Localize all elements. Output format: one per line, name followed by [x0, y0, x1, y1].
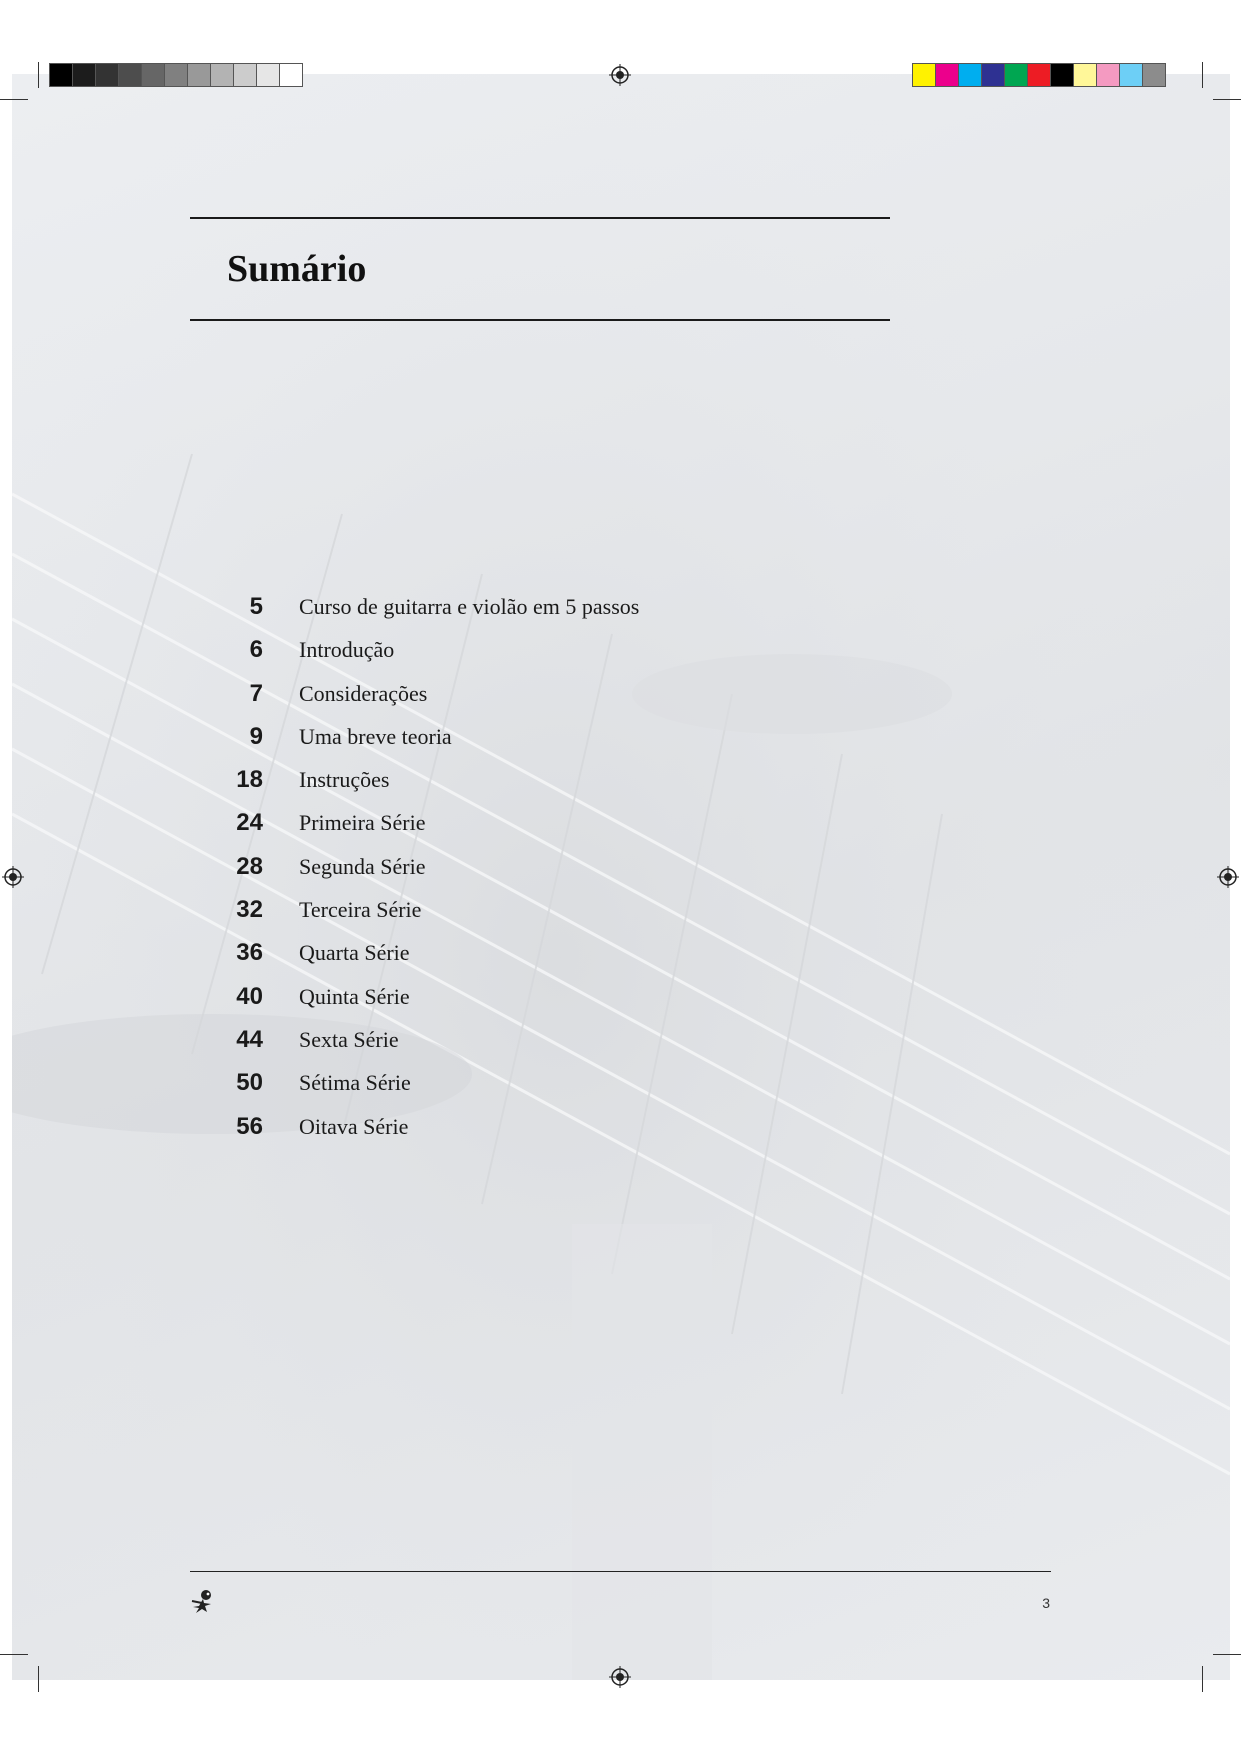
calibration-swatch [912, 63, 936, 87]
crop-mark [0, 99, 28, 100]
toc-entry-label: Terceira Série [299, 897, 422, 923]
toc-entry-label: Sétima Série [299, 1070, 411, 1096]
toc-entry[interactable] [200, 718, 800, 761]
calibration-swatch [1027, 63, 1051, 87]
toc-entry-label: Quarta Série [299, 940, 410, 966]
calibration-swatch [141, 63, 165, 87]
toc-entry-label: Introdução [299, 637, 395, 663]
toc-entry[interactable] [200, 675, 800, 718]
calibration-swatch [49, 63, 73, 87]
calibration-swatch [958, 63, 982, 87]
crop-mark [38, 62, 39, 88]
toc-page-number: 7 [249, 679, 263, 707]
toc-entry[interactable] [200, 1108, 800, 1151]
title-top-rule [190, 217, 890, 219]
toc-entry[interactable] [200, 1064, 800, 1107]
toc-entry[interactable] [200, 588, 800, 631]
toc-entry-label: Segunda Série [299, 853, 426, 879]
crop-mark [1202, 1666, 1203, 1692]
registration-mark-icon [1217, 866, 1239, 888]
calibration-swatch [935, 63, 959, 87]
toc-entry[interactable] [200, 631, 800, 674]
calibration-swatch [1073, 63, 1097, 87]
calibration-swatch [981, 63, 1005, 87]
registration-mark-icon [609, 64, 631, 86]
calibration-swatch [1004, 63, 1028, 87]
page-number: 3 [1042, 1595, 1050, 1611]
toc-entry-label: Curso de guitarra e violão em 5 passos [299, 594, 640, 619]
grayscale-calibration-bar [49, 63, 302, 88]
toc-entry[interactable] [200, 1021, 800, 1064]
calibration-swatch [256, 63, 280, 87]
toc-entry-label: Considerações [299, 680, 428, 706]
color-calibration-bar [912, 63, 1165, 88]
toc-page-number: 44 [236, 1025, 263, 1053]
toc-entry-label: Quinta Série [299, 983, 410, 1009]
calibration-swatch [187, 63, 211, 87]
toc-page-number: 50 [236, 1069, 263, 1097]
calibration-swatch [233, 63, 257, 87]
crop-mark [1202, 62, 1203, 88]
toc-entry[interactable] [200, 848, 800, 891]
calibration-swatch [118, 63, 142, 87]
calibration-swatch [1050, 63, 1074, 87]
calibration-swatch [210, 63, 234, 87]
calibration-swatch [1119, 63, 1143, 87]
toc-page-number: 40 [236, 982, 263, 1010]
toc-entry[interactable] [200, 978, 800, 1021]
toc-page-number: 32 [236, 896, 263, 924]
page-title: Sumário [227, 248, 367, 290]
calibration-swatch [279, 63, 303, 87]
crop-mark [38, 1666, 39, 1692]
toc-page-number: 9 [249, 722, 263, 750]
toc-entry-label: Uma breve teoria [299, 723, 452, 749]
toc-entry[interactable] [200, 891, 800, 934]
toc-page-number: 6 [249, 636, 263, 664]
toc-entry[interactable] [200, 934, 800, 977]
calibration-swatch [72, 63, 96, 87]
title-bottom-rule [190, 319, 890, 321]
crop-mark [0, 1654, 28, 1655]
toc-page-number: 28 [236, 852, 263, 880]
mascot-logo-icon [190, 1588, 216, 1614]
calibration-swatch [1096, 63, 1120, 87]
registration-mark-icon [2, 866, 24, 888]
calibration-swatch [164, 63, 188, 87]
toc-entry-label: Primeira Série [299, 810, 426, 836]
calibration-swatch [95, 63, 119, 87]
toc-page-number: 24 [236, 809, 263, 837]
table-of-contents [200, 588, 800, 1151]
toc-entry[interactable] [200, 804, 800, 847]
registration-mark-icon [609, 1666, 631, 1688]
toc-page-number: 18 [236, 766, 263, 794]
toc-entry-label: Oitava Série [299, 1113, 409, 1139]
toc-page-number: 36 [236, 939, 263, 967]
calibration-swatch [1142, 63, 1166, 87]
toc-entry-label: Instruções [299, 767, 390, 793]
crop-mark [1213, 1654, 1241, 1655]
toc-entry-label: Sexta Série [299, 1026, 399, 1052]
toc-page-number: 56 [236, 1112, 263, 1140]
toc-entry[interactable] [200, 761, 800, 804]
toc-page-number: 5 [249, 593, 263, 620]
footer-rule [190, 1571, 1051, 1572]
crop-mark [1213, 99, 1241, 100]
